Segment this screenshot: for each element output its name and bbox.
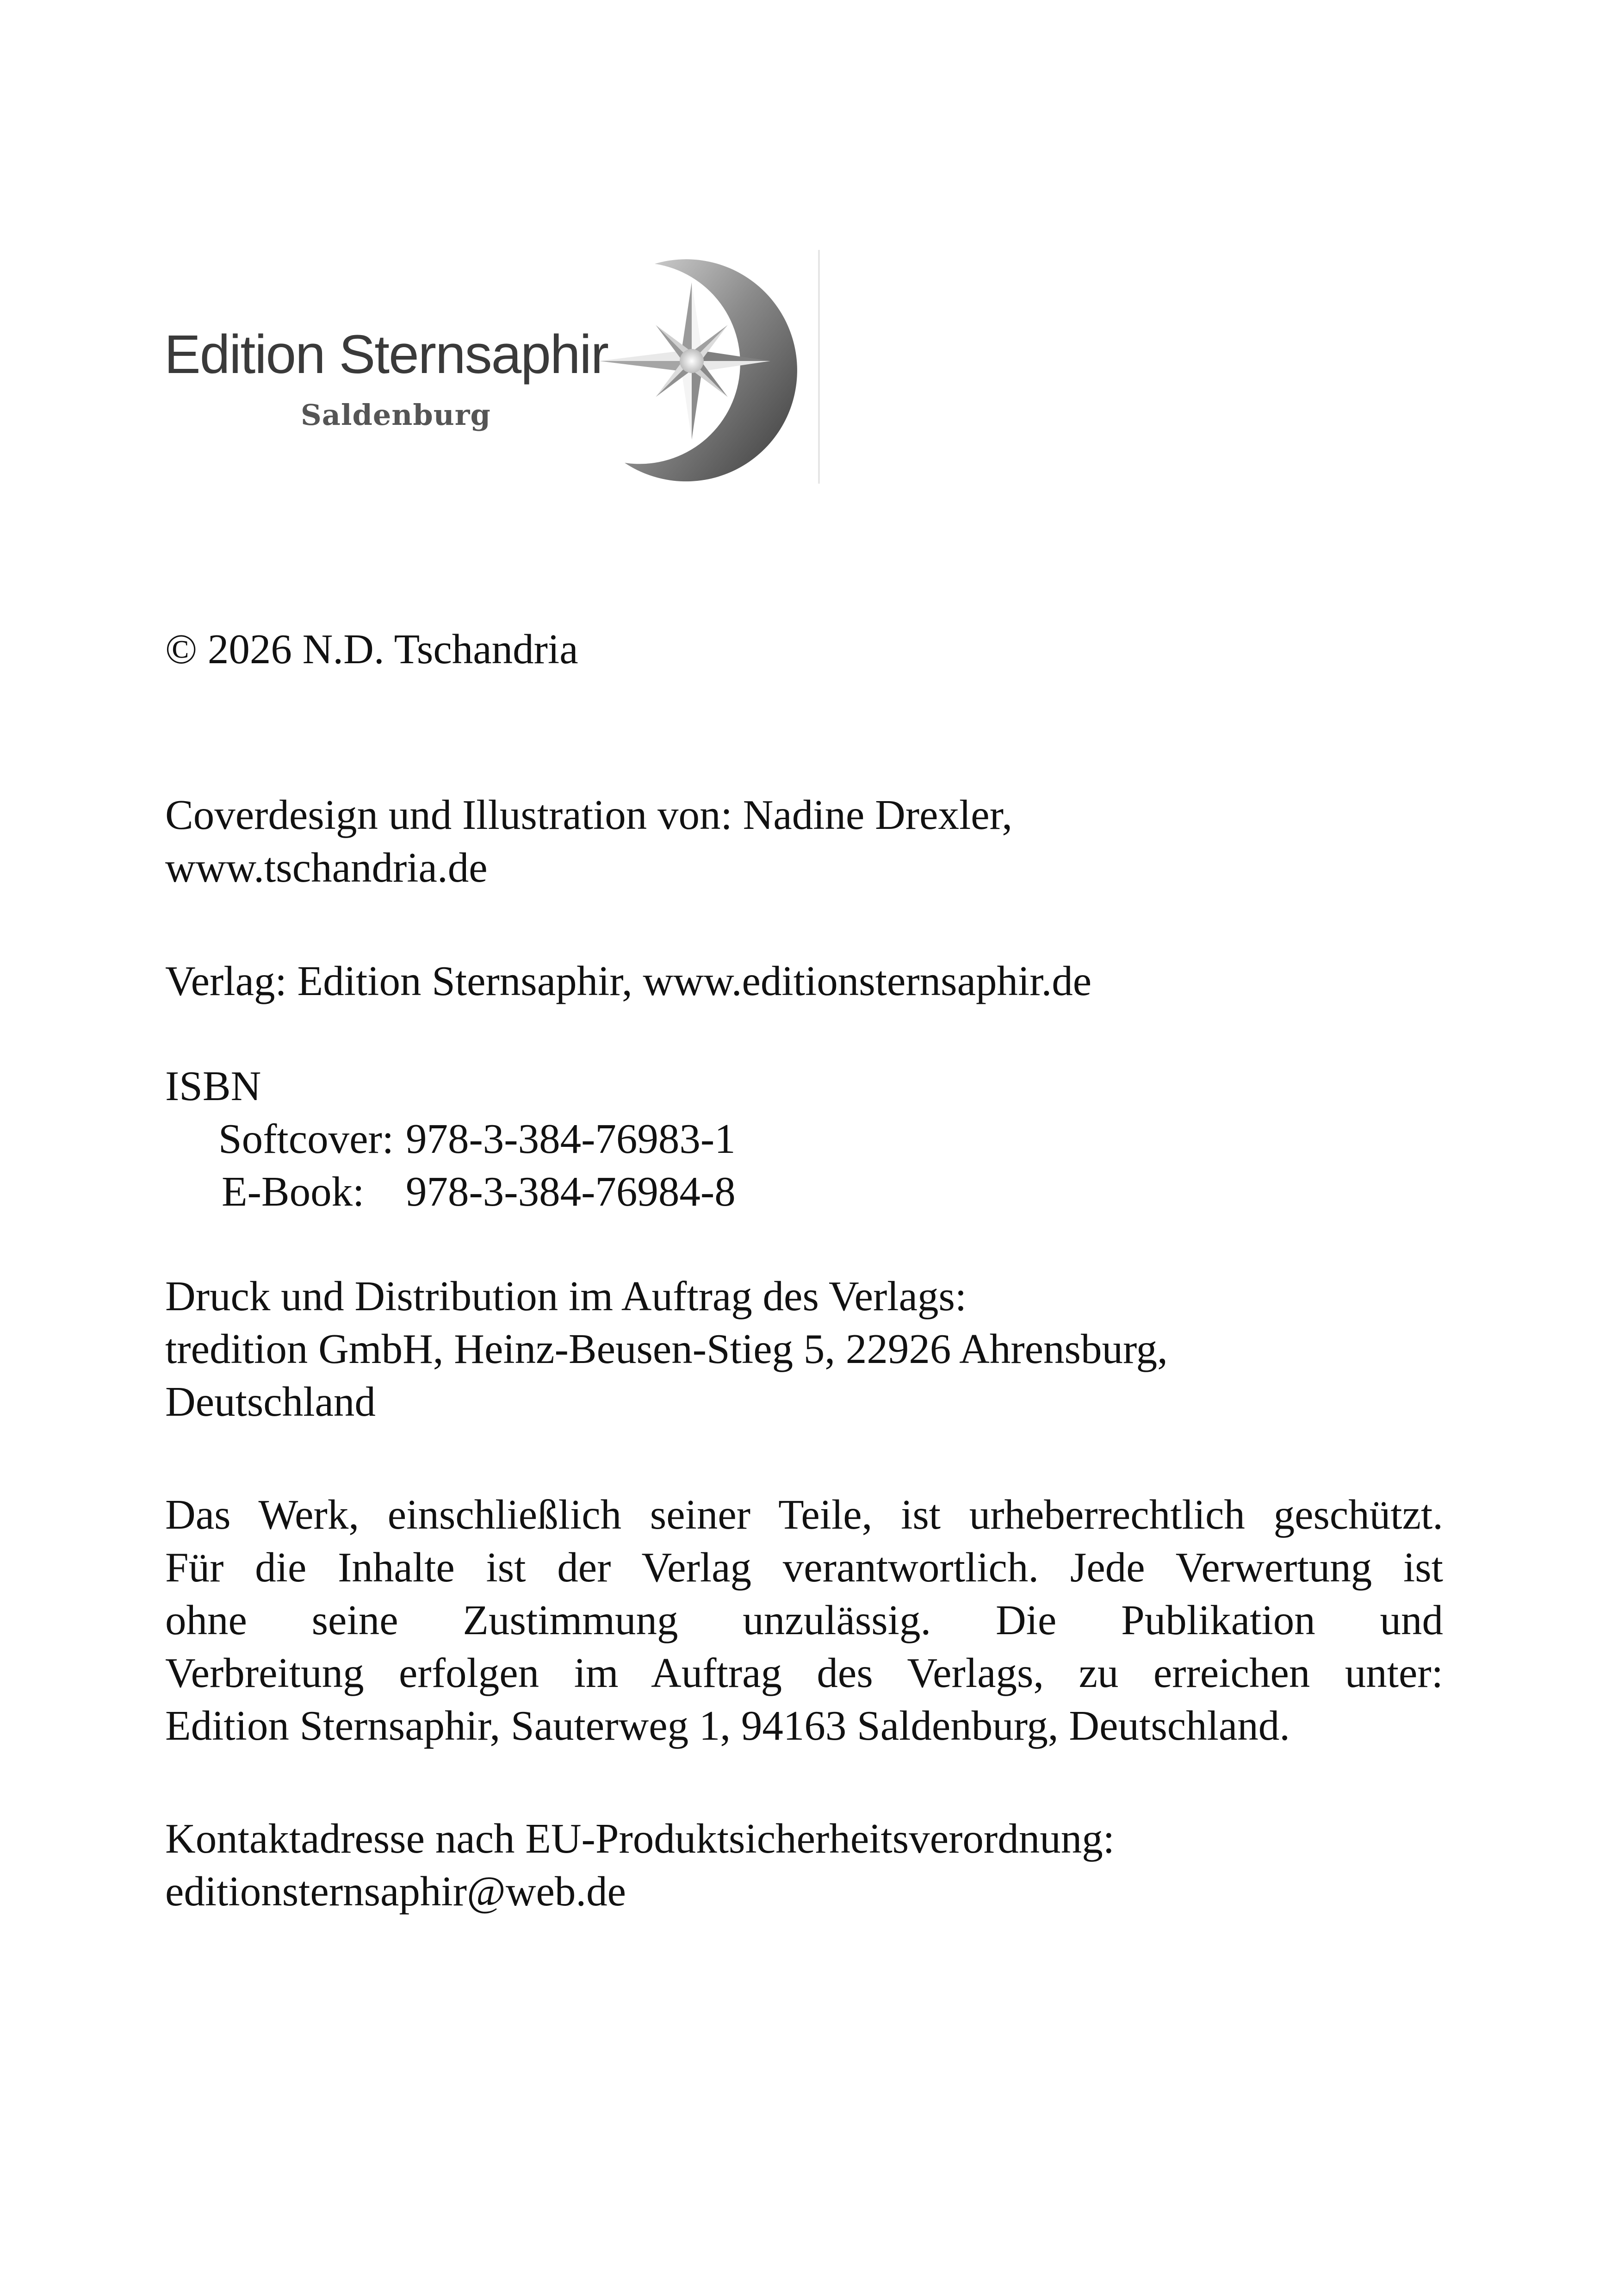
rights-block	[165, 1488, 1443, 1752]
print-line-2: tredition GmbH, Heinz-Beusen-Stieg 5, 22926 Ahrensburg,	[165, 1325, 1168, 1372]
cover-credit-website: www.tschandria.de	[165, 844, 488, 891]
rights-line-5: Edition Sternsaphir, Sauterweg 1, 94163 Saldenburg, Deutschland.	[165, 1702, 1290, 1749]
rights-line-2: Für die Inhalte ist der Verlag verantwortlich. Jede Verwertung ist	[165, 1544, 1443, 1591]
isbn-softcover-label: Softcover:	[218, 1115, 394, 1162]
isbn-block	[165, 1060, 1443, 1218]
logo-publisher-place: Saldenburg	[301, 398, 491, 432]
cover-credit-line: Coverdesign und Illustration von: Nadine Drexler,	[165, 791, 1013, 838]
contact-line: Kontaktadresse nach EU-Produktsicherheitsverordnung:	[165, 1815, 1115, 1862]
publisher-logo	[162, 245, 824, 486]
print-line-1: Druck und Distribution im Auftrag des Verlags:	[165, 1273, 967, 1319]
compass-star-crescent-icon	[592, 245, 824, 486]
publisher-block	[165, 955, 1443, 1008]
isbn-softcover-value: 978-3-384-76983-1	[406, 1115, 736, 1162]
cover-credit-block	[165, 789, 1443, 894]
isbn-softcover-row	[165, 1113, 1443, 1165]
copyright-line: © 2026 N.D. Tschandria	[165, 626, 578, 672]
isbn-ebook-row	[165, 1165, 1443, 1218]
rights-line-1: Das Werk, einschließlich seiner Teile, ist urheberrechtlich geschützt.	[165, 1491, 1443, 1538]
isbn-ebook-label: E-Book:	[222, 1168, 365, 1215]
rights-line-3: ohne seine Zustimmung unzulässig. Die Publikation und	[165, 1597, 1443, 1643]
copyright-block	[165, 623, 1443, 676]
isbn-heading: ISBN	[165, 1063, 261, 1109]
print-distribution-block	[165, 1270, 1443, 1428]
isbn-ebook-value: 978-3-384-76984-8	[406, 1168, 736, 1215]
logo-publisher-name: Edition Sternsaphir	[164, 324, 608, 385]
rights-line-4: Verbreitung erfolgen im Auftrag des Verlags, zu erreichen unter:	[165, 1649, 1443, 1696]
contact-email: editionsternsaphir@web.de	[165, 1868, 626, 1915]
contact-block	[165, 1812, 1443, 1918]
print-line-3: Deutschland	[165, 1378, 376, 1425]
publisher-line: Verlag: Edition Sternsaphir, www.editionsternsaphir.de	[165, 958, 1092, 1004]
